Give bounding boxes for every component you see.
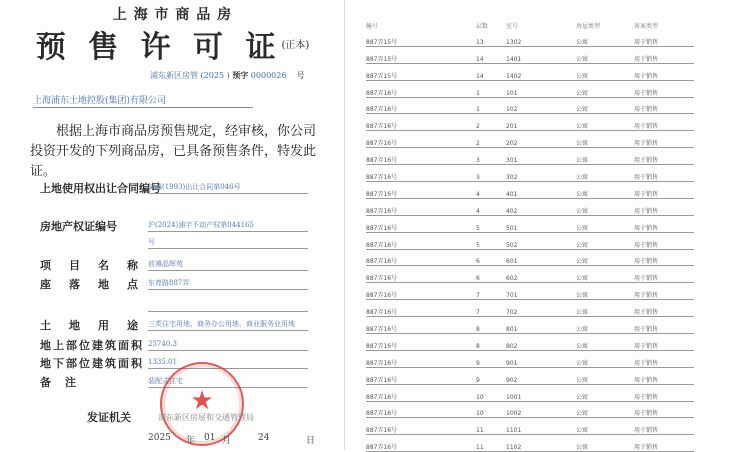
table-row — [366, 97, 694, 114]
cell-floor: 6 — [476, 266, 506, 283]
cell-floor: 2 — [476, 114, 506, 131]
field-label-location: 座落地点 — [40, 278, 156, 291]
cell-filing-type: 用于销售 — [634, 46, 694, 63]
cell-building: 887弄16号 — [366, 317, 476, 334]
table-row — [366, 148, 694, 165]
cell-house-type: 公寓 — [576, 182, 634, 199]
cell-room: 401 — [506, 182, 576, 199]
cell-building: 887弄15号 — [366, 30, 476, 46]
header-house-type: 房屋类型 — [576, 22, 601, 30]
unit-table — [366, 20, 694, 452]
table-row — [366, 131, 694, 148]
cell-building: 887弄16号 — [366, 418, 476, 435]
cell-filing-type: 用于销售 — [634, 148, 694, 165]
table-row — [366, 30, 694, 46]
cell-house-type: 公寓 — [576, 97, 634, 114]
issue-day-label: 日 — [306, 436, 316, 446]
cell-building: 887弄16号 — [366, 198, 476, 215]
table-row — [366, 182, 694, 199]
table-row — [366, 283, 694, 300]
issue-day: 24 — [258, 433, 270, 443]
cell-building: 887弄16号 — [366, 80, 476, 97]
cell-house-type: 公寓 — [576, 215, 634, 232]
cell-filing-type: 用于销售 — [634, 97, 694, 114]
cell-floor: 9 — [476, 367, 506, 384]
field-value-land-contract: 沪浦(1993)出让合同第046号 — [148, 182, 308, 194]
field-value-remarks: 装配式住宅 — [148, 376, 308, 388]
cell-room: 301 — [506, 148, 576, 165]
cell-house-type: 公寓 — [576, 283, 634, 300]
cell-floor: 6 — [476, 249, 506, 266]
cell-floor: 11 — [476, 418, 506, 435]
issuer-value: 浦东新区房屋和交通管理局 — [158, 413, 254, 422]
cell-filing-type: 用于销售 — [634, 401, 694, 418]
cell-house-type: 公寓 — [576, 334, 634, 351]
table-row — [366, 266, 694, 283]
field-label-project-name: 项目名称 — [40, 259, 156, 272]
cell-house-type: 公寓 — [576, 350, 634, 367]
cell-floor: 7 — [476, 283, 506, 300]
cell-building: 887弄16号 — [366, 249, 476, 266]
field-value-above-ground-area: 25740.3 — [148, 339, 308, 351]
permit-number-value: 0000026 — [250, 71, 287, 80]
header-floor: 层数 — [476, 22, 489, 30]
cell-filing-type: 用于销售 — [634, 317, 694, 334]
unit-table-body — [366, 30, 694, 452]
cell-filing-type: 用于销售 — [634, 350, 694, 367]
cell-building: 887弄16号 — [366, 384, 476, 401]
cell-room: 702 — [506, 300, 576, 317]
cell-floor: 5 — [476, 232, 506, 249]
cell-room: 1401 — [506, 46, 576, 63]
cell-room: 1101 — [506, 418, 576, 435]
cell-house-type: 公寓 — [576, 232, 634, 249]
cell-room: 1402 — [506, 63, 576, 80]
cell-filing-type: 用于销售 — [634, 367, 694, 384]
cell-building: 887弄16号 — [366, 165, 476, 182]
cell-house-type: 公寓 — [576, 401, 634, 418]
cell-room: 502 — [506, 232, 576, 249]
cell-building: 887弄16号 — [366, 334, 476, 351]
issuer-label: 发证机关 — [87, 411, 131, 424]
table-row — [366, 401, 694, 418]
cell-floor: 10 — [476, 401, 506, 418]
unit-table-header — [366, 20, 694, 30]
cell-filing-type: 用于销售 — [634, 131, 694, 148]
table-row — [366, 46, 694, 63]
cell-room: 1001 — [506, 384, 576, 401]
field-value-underground-area: 1335.01 — [148, 357, 308, 369]
cell-room: 1002 — [506, 401, 576, 418]
field-label-property-cert-text: 房地产权证编号 — [40, 220, 117, 233]
cell-building: 887弄15号 — [366, 63, 476, 80]
cell-house-type: 公寓 — [576, 63, 634, 80]
cell-house-type: 公寓 — [576, 114, 634, 131]
table-row — [366, 350, 694, 367]
cell-building: 887弄16号 — [366, 148, 476, 165]
issuing-authority-heading: 上 海 市 商 品 房 — [112, 7, 233, 23]
cell-room: 602 — [506, 266, 576, 283]
field-label-property-cert — [40, 218, 145, 234]
cell-room: 102 — [506, 97, 576, 114]
field-value-blank — [148, 300, 308, 312]
field-value-project-name: 前滩晶辉苑 — [148, 259, 308, 271]
cell-filing-type: 用于销售 — [634, 30, 694, 46]
field-value-property-cert: 沪(2024)浦字不动产权第044165 — [148, 220, 308, 232]
field-value-location: 东育路887弄 — [148, 278, 308, 290]
cell-floor: 1 — [476, 97, 506, 114]
table-row — [366, 114, 694, 131]
cell-house-type: 公寓 — [576, 148, 634, 165]
cell-room: 701 — [506, 283, 576, 300]
header-building: 幢号 — [366, 22, 379, 30]
table-row — [366, 63, 694, 80]
cell-house-type: 公寓 — [576, 165, 634, 182]
permit-number-year: (2025 — [200, 71, 225, 80]
cell-floor: 11 — [476, 435, 506, 452]
cell-filing-type: 用于销售 — [634, 266, 694, 283]
cell-floor: 10 — [476, 384, 506, 401]
permit-number-prefix: 浦东新区房管 — [150, 71, 198, 80]
permit-front-page — [0, 0, 345, 450]
table-row — [366, 317, 694, 334]
cell-room: 801 — [506, 317, 576, 334]
cell-floor: 3 — [476, 165, 506, 182]
field-value-land-use: 三类住宅用地、商务办公用地、商业服务业用地 — [148, 319, 308, 331]
cell-floor: 2 — [476, 131, 506, 148]
cell-floor: 4 — [476, 198, 506, 215]
cell-floor: 8 — [476, 334, 506, 351]
cell-filing-type: 用于销售 — [634, 198, 694, 215]
cell-room: 901 — [506, 350, 576, 367]
cell-filing-type: 用于销售 — [634, 80, 694, 97]
cell-room: 1102 — [506, 435, 576, 452]
cell-building: 887弄16号 — [366, 266, 476, 283]
cell-filing-type: 用于销售 — [634, 182, 694, 199]
cell-filing-type: 用于销售 — [634, 165, 694, 182]
cell-room: 601 — [506, 249, 576, 266]
cell-house-type: 公寓 — [576, 367, 634, 384]
field-label-land-contract: 上地使用权出让合同编号 — [40, 182, 161, 195]
cell-building: 887弄16号 — [366, 182, 476, 199]
cell-room: 101 — [506, 80, 576, 97]
cell-filing-type: 用于销售 — [634, 283, 694, 300]
cell-building: 887弄15号 — [366, 46, 476, 63]
field-label-land-use: 土地用途 — [40, 319, 156, 332]
cell-building: 887弄16号 — [366, 215, 476, 232]
cell-floor: 9 — [476, 350, 506, 367]
cell-building: 887弄16号 — [366, 131, 476, 148]
cell-filing-type: 用于销售 — [634, 232, 694, 249]
cell-filing-type: 用于销售 — [634, 300, 694, 317]
table-row — [366, 384, 694, 401]
issue-month: 01 — [204, 433, 216, 443]
cell-floor: 3 — [476, 148, 506, 165]
cell-room: 201 — [506, 114, 576, 131]
issue-year-label: 年 — [186, 436, 196, 446]
cell-building: 887弄16号 — [366, 300, 476, 317]
cell-filing-type: 用于销售 — [634, 63, 694, 80]
table-row — [366, 80, 694, 97]
field-label-underground-area: 地下部位建筑面积 — [40, 357, 144, 370]
table-row — [366, 435, 694, 452]
cell-room: 802 — [506, 334, 576, 351]
cell-house-type: 公寓 — [576, 46, 634, 63]
cell-room: 402 — [506, 198, 576, 215]
table-row — [366, 165, 694, 182]
cell-floor: 1 — [476, 80, 506, 97]
official-seal — [160, 362, 244, 446]
cell-house-type: 公寓 — [576, 317, 634, 334]
cell-house-type: 公寓 — [576, 131, 634, 148]
cell-filing-type: 用于销售 — [634, 418, 694, 435]
cell-building: 887弄16号 — [366, 283, 476, 300]
cell-filing-type: 用于销售 — [634, 249, 694, 266]
table-row — [366, 249, 694, 266]
table-row — [366, 300, 694, 317]
issue-month-label: 月 — [222, 436, 232, 446]
cell-room: 202 — [506, 131, 576, 148]
cell-building: 887弄16号 — [366, 97, 476, 114]
permit-number-close: ) — [226, 71, 230, 80]
cell-floor: 14 — [476, 46, 506, 63]
field-value-property-cert-cont: 号 — [148, 237, 308, 249]
field-label-remarks: 备注 — [40, 376, 90, 389]
unit-list-page — [345, 0, 750, 450]
cell-building: 887弄16号 — [366, 232, 476, 249]
table-row — [366, 334, 694, 351]
cell-building: 887弄16号 — [366, 367, 476, 384]
table-row — [366, 418, 694, 435]
cell-building: 887弄16号 — [366, 114, 476, 131]
cell-floor: 14 — [476, 63, 506, 80]
cell-floor: 5 — [476, 215, 506, 232]
seal-star-icon: ★ — [190, 386, 214, 416]
cell-filing-type: 用于销售 — [634, 215, 694, 232]
issue-year: 2025 — [148, 433, 171, 443]
cell-floor: 4 — [476, 182, 506, 199]
cell-house-type: 公寓 — [576, 418, 634, 435]
cell-house-type: 公寓 — [576, 80, 634, 97]
cell-floor: 7 — [476, 300, 506, 317]
cell-filing-type: 用于销售 — [634, 384, 694, 401]
cell-house-type: 公寓 — [576, 384, 634, 401]
cell-filing-type: 用于销售 — [634, 114, 694, 131]
cell-house-type: 公寓 — [576, 249, 634, 266]
cell-filing-type: 用于销售 — [634, 334, 694, 351]
permit-number — [150, 70, 305, 81]
cell-floor: 8 — [476, 317, 506, 334]
header-room: 室号 — [506, 22, 519, 30]
developer-company: 上海浦东土地控股(集团)有限公司 — [33, 93, 253, 108]
cell-building: 887弄16号 — [366, 350, 476, 367]
cell-room: 501 — [506, 215, 576, 232]
permit-number-suffix: 号 — [296, 71, 305, 80]
cell-house-type: 公寓 — [576, 300, 634, 317]
cell-house-type: 公寓 — [576, 435, 634, 452]
permit-number-label: 预字 — [232, 70, 249, 80]
cell-house-type: 公寓 — [576, 198, 634, 215]
table-row — [366, 367, 694, 384]
cell-room: 902 — [506, 367, 576, 384]
cell-floor: 13 — [476, 30, 506, 46]
permit-statement: 根据上海市商品房预售规定，经审核，你公司投资开发的下列商品房，已具备预售条件，特发此证。 — [30, 124, 317, 179]
cell-room: 302 — [506, 165, 576, 182]
cell-house-type: 公寓 — [576, 30, 634, 46]
permit-title — [0, 22, 345, 66]
header-filing-type: 备案类型 — [634, 22, 659, 30]
copy-type-label: (正本) — [281, 40, 310, 51]
field-label-above-ground-area: 地上部位建筑面积 — [40, 339, 144, 352]
cell-building: 887弄16号 — [366, 435, 476, 452]
table-row — [366, 215, 694, 232]
cell-filing-type: 用于销售 — [634, 435, 694, 452]
permit-title-text: 预 售 许 可 证 — [35, 30, 282, 65]
cell-room: 1302 — [506, 30, 576, 46]
cell-building: 887弄16号 — [366, 401, 476, 418]
table-row — [366, 198, 694, 215]
table-row — [366, 232, 694, 249]
cell-house-type: 公寓 — [576, 266, 634, 283]
